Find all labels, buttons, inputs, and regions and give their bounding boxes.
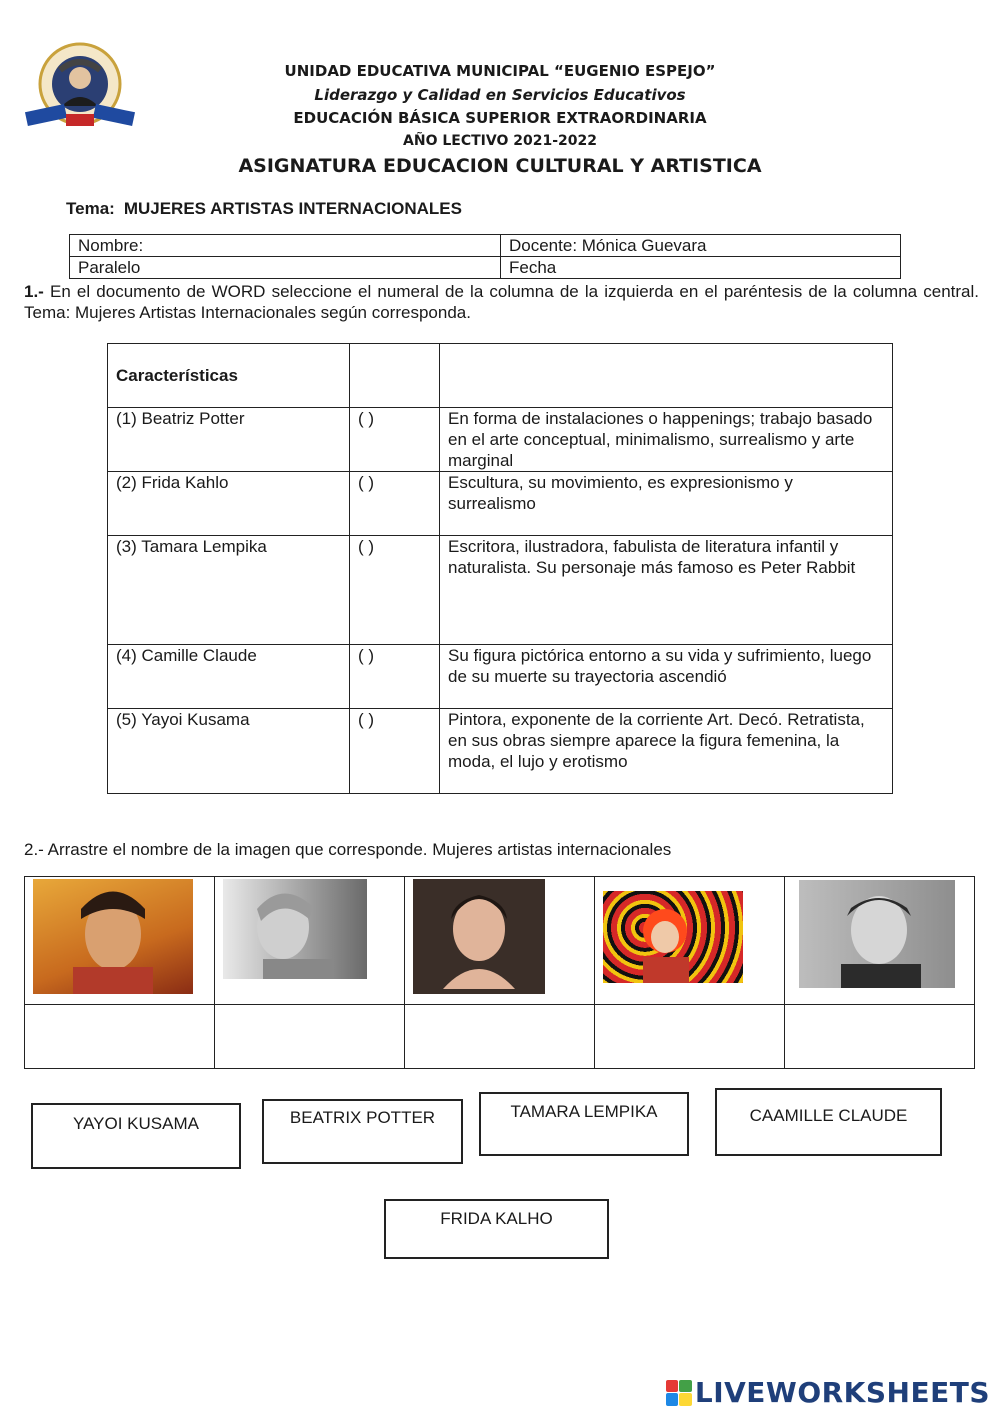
- drop-zone-4[interactable]: [595, 1005, 785, 1069]
- header-empty-cell: [350, 344, 440, 408]
- image-cell: [215, 877, 405, 1005]
- table-row: [108, 709, 893, 794]
- drag-label-tamara-lempika[interactable]: TAMARA LEMPIKA: [479, 1092, 689, 1156]
- table-row: [108, 536, 893, 645]
- education-level: EDUCACIÓN BÁSICA SUPERIOR EXTRAORDINARIA: [293, 109, 707, 127]
- subject-title: ASIGNATURA EDUCACION CULTURAL Y ARTISTICA: [238, 155, 762, 177]
- school-name: UNIDAD EDUCATIVA MUNICIPAL “EUGENIO ESPEJO”: [284, 62, 716, 80]
- logo-square: [679, 1393, 692, 1406]
- image-cell: [25, 877, 215, 1005]
- nombre-cell[interactable]: Nombre:: [70, 235, 501, 257]
- artist-description: Su figura pictórica entorno a su vida y sufrimiento, luego de su muerte su trayectoria ascendió: [440, 645, 893, 709]
- tema-line: [66, 199, 462, 219]
- fecha-cell[interactable]: Fecha: [501, 257, 901, 279]
- image-cell: [785, 877, 975, 1005]
- brand-text: LIVEWORKSHEETS: [694, 1376, 990, 1409]
- logo-square: [679, 1380, 692, 1393]
- answer-parenthesis[interactable]: ( ): [350, 709, 440, 794]
- characteristics-header: Características: [108, 344, 350, 408]
- artist-name: (4) Camille Claude: [108, 645, 350, 709]
- question-1-number: 1.-: [24, 282, 44, 301]
- table-row: [108, 645, 893, 709]
- liveworksheets-logo-icon: [666, 1380, 692, 1406]
- answer-parenthesis[interactable]: ( ): [350, 472, 440, 536]
- artist-description: Escultura, su movimiento, es expresionismo y surrealismo: [440, 472, 893, 536]
- student-info-table: [69, 234, 901, 279]
- artist-name: (1) Beatriz Potter: [108, 408, 350, 472]
- matching-table: [107, 343, 893, 794]
- drop-zone-2[interactable]: [215, 1005, 405, 1069]
- question-1-text: En el documento de WORD seleccione el numeral de la columna de la izquierda en el paréntesis de la columna central. Tema: Mujeres Artistas Internacionales según corresponda.: [24, 282, 979, 322]
- artist-description: Escritora, ilustradora, fabulista de literatura infantil y naturalista. Su personaje más famoso es Peter Rabbit: [440, 536, 893, 645]
- drop-zone-3[interactable]: [405, 1005, 595, 1069]
- drag-label-yayoi-kusama[interactable]: YAYOI KUSAMA: [31, 1103, 241, 1169]
- drop-zone-1[interactable]: [25, 1005, 215, 1069]
- table-row: [108, 408, 893, 472]
- artist-name: (5) Yayoi Kusama: [108, 709, 350, 794]
- question-1: [24, 281, 979, 323]
- drag-label-beatrix-potter[interactable]: BEATRIX POTTER: [262, 1099, 463, 1164]
- logo-square: [666, 1393, 679, 1406]
- portrait-image-1: [33, 879, 193, 994]
- docente-cell: Docente: Mónica Guevara: [501, 235, 901, 257]
- image-cell: [405, 877, 595, 1005]
- logo-square: [666, 1380, 679, 1393]
- image-grid: [24, 876, 975, 1069]
- artist-name: (3) Tamara Lempika: [108, 536, 350, 645]
- school-motto: Liderazgo y Calidad en Servicios Educativos: [314, 86, 686, 104]
- portrait-image-4: [603, 891, 743, 983]
- paralelo-cell[interactable]: Paralelo: [70, 257, 501, 279]
- table-row: [108, 472, 893, 536]
- answer-parenthesis[interactable]: ( ): [350, 408, 440, 472]
- question-2: 2.- Arrastre el nombre de la imagen que corresponde. Mujeres artistas internacionales: [24, 840, 672, 859]
- tema-value: MUJERES ARTISTAS INTERNACIONALES: [123, 199, 462, 218]
- tema-label: Tema:: [66, 199, 115, 218]
- school-year: AÑO LECTIVO 2021-2022: [403, 133, 597, 149]
- artist-description: Pintora, exponente de la corriente Art. Decó. Retratista, en sus obras siempre aparece la figura femenina, la moda, el lujo y erotismo: [440, 709, 893, 794]
- liveworksheets-brand: [666, 1376, 990, 1409]
- portrait-image-2: [223, 879, 367, 979]
- artist-name: (2) Frida Kahlo: [108, 472, 350, 536]
- drop-zone-5[interactable]: [785, 1005, 975, 1069]
- answer-parenthesis[interactable]: ( ): [350, 536, 440, 645]
- portrait-image-5: [799, 880, 955, 988]
- answer-parenthesis[interactable]: ( ): [350, 645, 440, 709]
- image-cell: [595, 877, 785, 1005]
- header-empty-cell: [440, 344, 893, 408]
- portrait-image-3: [413, 879, 545, 994]
- artist-description: En forma de instalaciones o happenings; trabajo basado en el arte conceptual, minimalismo, surrealismo y arte marginal: [440, 408, 893, 472]
- drag-label-frida-kahlo[interactable]: FRIDA KALHO: [384, 1199, 609, 1259]
- drag-label-camille-claude[interactable]: CAAMILLE CLAUDE: [715, 1088, 942, 1156]
